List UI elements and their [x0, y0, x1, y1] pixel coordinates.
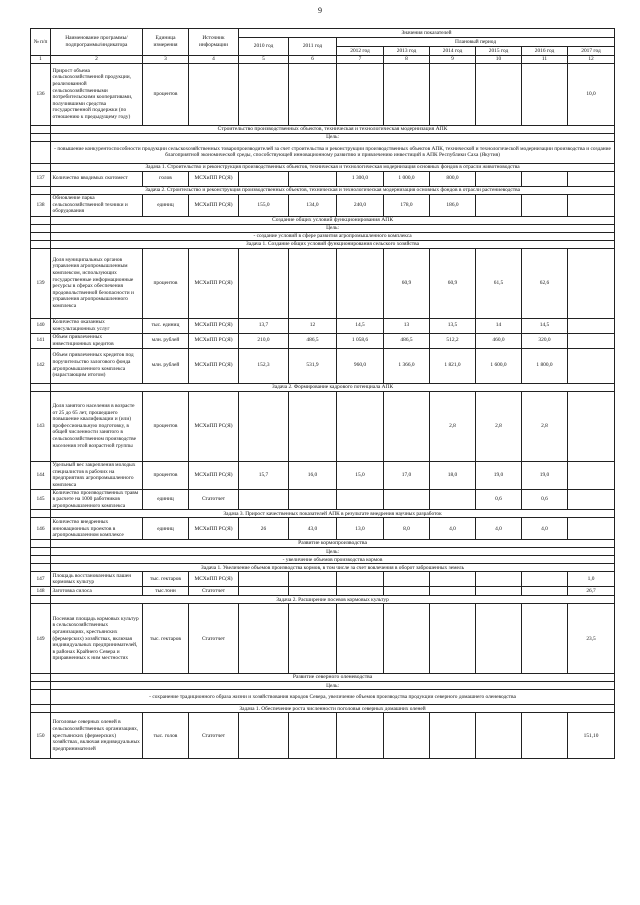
header-name: Наименование программы/подпрограммы/индикатора: [51, 29, 143, 56]
indicator-name: Удельный вес закрепления молодых специалистов в рабочих на предприятиях агропромышленного комплекса: [51, 461, 143, 489]
section-title: Строительство производственных объектов, техническая и технологическая модернизация АПК: [51, 125, 615, 133]
indicator-name: Объем привлеченных кредитов под поручительство залогового фонда агропромышленного комплекса (нарастающим итогом): [51, 348, 143, 383]
indicator-name: Доля муниципальных органов управления агропромышленным комплексом, использующих государственные информационные ресурсы в сферах обеспечения продовольственной безопасности и управления агропромышленного комплекса: [51, 248, 143, 318]
unit-cell: тыс. голов: [143, 713, 189, 759]
row-number: 150: [31, 713, 51, 759]
row-number-blank: [31, 548, 51, 556]
section-title-row: [31, 216, 615, 224]
value-cell: 8,0: [384, 518, 430, 540]
value-cell: 1 600,0: [476, 348, 522, 383]
table-row: [31, 318, 615, 333]
row-number-blank: [31, 674, 51, 682]
source-cell: Статотчет: [189, 587, 239, 596]
value-cell: [476, 194, 522, 216]
value-cell: [476, 171, 522, 186]
value-cell: 152,3: [239, 348, 289, 383]
table-row: [31, 461, 615, 489]
value-cell: 4,0: [430, 518, 476, 540]
value-cell: [289, 391, 337, 461]
value-cell: [522, 604, 568, 674]
value-cell: 23,5: [568, 604, 615, 674]
value-cell: [430, 489, 476, 510]
value-cell: 1 366,0: [384, 348, 430, 383]
value-cell: 62,6: [522, 248, 568, 318]
goal-label-row: [31, 682, 615, 690]
goal-label: Цель:: [51, 682, 615, 690]
table-row: [31, 333, 615, 348]
value-cell: 4,0: [522, 518, 568, 540]
value-cell: [384, 713, 430, 759]
value-cell: [239, 248, 289, 318]
value-cell: [289, 713, 337, 759]
source-cell: Статотчет: [189, 489, 239, 510]
task-title-row: [31, 163, 615, 171]
value-cell: 960,0: [337, 348, 384, 383]
column-number: 9: [430, 56, 476, 64]
value-cell: [568, 391, 615, 461]
task-title-row: [31, 705, 615, 713]
value-cell: [337, 489, 384, 510]
indicator-name: Количество производственных травм в расчете на 1000 работников агропромышленного комплекса: [51, 489, 143, 510]
value-cell: [568, 171, 615, 186]
goal-label: Цель:: [51, 548, 615, 556]
header-year: 2014 год: [430, 47, 476, 56]
value-cell: 1 000,0: [384, 171, 430, 186]
indicator-name: Объем привлеченных инвестиционных кредитов: [51, 333, 143, 348]
column-number: 12: [568, 56, 615, 64]
value-cell: [476, 713, 522, 759]
value-cell: [522, 63, 568, 125]
value-cell: [568, 348, 615, 383]
value-cell: [384, 604, 430, 674]
value-cell: [289, 604, 337, 674]
header-year: 2015 год: [476, 47, 522, 56]
source-cell: МСХиПП РС(Я): [189, 348, 239, 383]
column-number: 10: [476, 56, 522, 64]
unit-cell: тыс. единиц: [143, 318, 189, 333]
unit-cell: тыс. гектаров: [143, 604, 189, 674]
header-unit: Единица измерения: [143, 29, 189, 56]
goal-label-row: [31, 548, 615, 556]
value-cell: 486,5: [384, 333, 430, 348]
source-cell: МСХиПП РС(Я): [189, 194, 239, 216]
section-title-row: [31, 540, 615, 548]
goal-label: Цель:: [51, 224, 615, 232]
value-cell: 460,0: [476, 333, 522, 348]
row-number-blank: [31, 596, 51, 604]
value-cell: [337, 572, 384, 587]
section-title: Развитие северного оленеводства: [51, 674, 615, 682]
value-cell: 1 058,6: [337, 333, 384, 348]
row-number-blank: [31, 540, 51, 548]
value-cell: 0,6: [522, 489, 568, 510]
value-cell: [239, 572, 289, 587]
table-row: [31, 587, 615, 596]
value-cell: 210,0: [239, 333, 289, 348]
header-year: 2017 год: [568, 47, 615, 56]
value-cell: [289, 587, 337, 596]
goal-text-row: [31, 141, 615, 163]
header-source: Источник информации: [189, 29, 239, 56]
task-title: Задача 2. Формирование кадрового потенциала АПК: [51, 383, 615, 391]
task-title-row: [31, 510, 615, 518]
value-cell: 26: [239, 518, 289, 540]
row-number: 141: [31, 333, 51, 348]
indicator-name: Посевная площадь кормовых культур в сельскохозяйственных организациях, крестьянских (фермерских) хозяйствах, включая индивидуальных предпринимателей, в районах Крайнего Севера и приравненных к ним местностях: [51, 604, 143, 674]
indicators-table: [30, 28, 615, 759]
value-cell: 1,0: [568, 572, 615, 587]
value-cell: 0,6: [476, 489, 522, 510]
column-numbers-row: [31, 56, 615, 64]
source-cell: [189, 63, 239, 125]
value-cell: [568, 333, 615, 348]
row-number-blank: [31, 232, 51, 240]
value-cell: 1 800,0: [522, 348, 568, 383]
task-title: Задача 1. Строительство и реконструкция производственных объектов, техническая и технологическая модернизация основных фондов в отрасли животноводства: [51, 163, 615, 171]
row-number: 143: [31, 391, 51, 461]
value-cell: 16,0: [289, 461, 337, 489]
column-number: 11: [522, 56, 568, 64]
value-cell: 19,0: [476, 461, 522, 489]
section-title: Развитие кормопроизводства: [51, 540, 615, 548]
header-year: 2011 год: [289, 38, 337, 56]
value-cell: [476, 63, 522, 125]
value-cell: [337, 587, 384, 596]
source-cell: МСХиПП РС(Я): [189, 518, 239, 540]
indicator-name: Прирост объема сельскохозяйственной продукции, реализованной сельскохозяйственными потребительскими кооперативами, получившими средства государственной поддержки (по отношению к предыдущему году): [51, 63, 143, 125]
value-cell: [568, 194, 615, 216]
value-cell: 2,8: [430, 391, 476, 461]
row-number: 137: [31, 171, 51, 186]
table-row: [31, 489, 615, 510]
row-number: 140: [31, 318, 51, 333]
value-cell: [430, 604, 476, 674]
source-cell: МСХиПП РС(Я): [189, 171, 239, 186]
unit-cell: единиц: [143, 194, 189, 216]
indicator-name: Площадь восстановленных пашен кормовых культур: [51, 572, 143, 587]
value-cell: [239, 604, 289, 674]
value-cell: 26,7: [568, 587, 615, 596]
value-cell: 151,10: [568, 713, 615, 759]
value-cell: [384, 587, 430, 596]
value-cell: [337, 391, 384, 461]
value-cell: [522, 171, 568, 186]
value-cell: [289, 572, 337, 587]
section-title-row: [31, 674, 615, 682]
value-cell: [239, 63, 289, 125]
value-cell: 512,2: [430, 333, 476, 348]
row-number-blank: [31, 224, 51, 232]
row-number-blank: [31, 216, 51, 224]
value-cell: 486,5: [289, 333, 337, 348]
value-cell: [239, 489, 289, 510]
goal-label-row: [31, 133, 615, 141]
value-cell: 17,0: [384, 461, 430, 489]
column-number: 2: [51, 56, 143, 64]
task-title: Задача 3. Прирост качественных показателей АПК в результате внедрения научных разработок: [51, 510, 615, 518]
row-number-blank: [31, 125, 51, 133]
task-title: Задача 1. Обеспечение роста численности поголовья северных домашних оленей: [51, 705, 615, 713]
value-cell: 13: [384, 318, 430, 333]
value-cell: [384, 63, 430, 125]
source-cell: МСХиПП РС(Я): [189, 572, 239, 587]
row-number: 139: [31, 248, 51, 318]
value-cell: [568, 518, 615, 540]
row-number: 138: [31, 194, 51, 216]
task-title: Задача 2. Строительство и реконструкция производственных объектов, техническая и технологическая модернизация основных фондов в отрасли растениеводства: [51, 186, 615, 194]
goal-text: - создание условий в сфере развития агропромышленного комплекса: [51, 232, 615, 240]
row-number-blank: [31, 141, 51, 163]
value-cell: 15,7: [239, 461, 289, 489]
indicator-name: Заготовка силоса: [51, 587, 143, 596]
unit-cell: единиц: [143, 489, 189, 510]
header-year: 2013 год: [384, 47, 430, 56]
unit-cell: процентов: [143, 391, 189, 461]
source-cell: Статотчет: [189, 713, 239, 759]
header-values-group: Значения показателей: [239, 29, 615, 38]
row-number: 142: [31, 348, 51, 383]
goal-label: Цель:: [51, 133, 615, 141]
value-cell: 14,5: [522, 318, 568, 333]
header-year: 2012 год: [337, 47, 384, 56]
value-cell: [522, 713, 568, 759]
row-number: 145: [31, 489, 51, 510]
value-cell: [568, 248, 615, 318]
task-title: Задача 1. Увеличение объемов производства кормов, в том числе за счет вовлечения в оборот заброшенных земель: [51, 564, 615, 572]
column-number: 3: [143, 56, 189, 64]
header-planned-period: Плановый период: [337, 38, 615, 47]
goal-label-row: [31, 224, 615, 232]
row-number-blank: [31, 705, 51, 713]
value-cell: [289, 248, 337, 318]
source-cell: МСХиПП РС(Я): [189, 391, 239, 461]
goal-text-row: [31, 690, 615, 705]
column-number: 1: [31, 56, 51, 64]
header-year: 2016 год: [522, 47, 568, 56]
row-number-blank: [31, 682, 51, 690]
value-cell: [239, 171, 289, 186]
value-cell: [239, 587, 289, 596]
task-title: Задача 2. Расширение посевов кормовых культур: [51, 596, 615, 604]
task-title-row: [31, 186, 615, 194]
goal-text: - повышение конкурентоспособности продукции сельскохозяйственных товаропроизводителей за счет строительства и реконструкции производственных объектов АПК, технической и технологической модернизации производства и создание благоприятной экономической среды, способствующей инновационному развитию и привлечению инвестиций в АПК Республики Саха (Якутия): [51, 141, 615, 163]
value-cell: 19,0: [522, 461, 568, 489]
value-cell: [476, 572, 522, 587]
table-row: [31, 518, 615, 540]
table-row: [31, 572, 615, 587]
value-cell: 800,0: [430, 171, 476, 186]
source-cell: Статотчет: [189, 604, 239, 674]
value-cell: 14,5: [337, 318, 384, 333]
row-number-blank: [31, 240, 51, 248]
value-cell: [289, 63, 337, 125]
task-title-row: [31, 240, 615, 248]
value-cell: 14: [476, 318, 522, 333]
table-row: [31, 63, 615, 125]
table-row: [31, 391, 615, 461]
value-cell: 2,8: [476, 391, 522, 461]
value-cell: [337, 604, 384, 674]
value-cell: 531,9: [289, 348, 337, 383]
value-cell: [337, 248, 384, 318]
page-number: 9: [318, 6, 322, 15]
value-cell: [289, 171, 337, 186]
task-title-row: [31, 596, 615, 604]
unit-cell: млн. рублей: [143, 333, 189, 348]
value-cell: [430, 587, 476, 596]
value-cell: [337, 63, 384, 125]
value-cell: [522, 194, 568, 216]
table-row: [31, 713, 615, 759]
indicator-name: Количество вводимых скотомест: [51, 171, 143, 186]
value-cell: 320,0: [522, 333, 568, 348]
value-cell: [568, 318, 615, 333]
value-cell: 178,0: [384, 194, 430, 216]
value-cell: 10,0: [568, 63, 615, 125]
row-number: 149: [31, 604, 51, 674]
value-cell: 60,9: [430, 248, 476, 318]
row-number-blank: [31, 383, 51, 391]
unit-cell: голов: [143, 171, 189, 186]
row-number-blank: [31, 133, 51, 141]
value-cell: 18,0: [430, 461, 476, 489]
value-cell: [289, 489, 337, 510]
column-number: 4: [189, 56, 239, 64]
value-cell: 61,5: [476, 248, 522, 318]
value-cell: [239, 391, 289, 461]
value-cell: 2,8: [522, 391, 568, 461]
task-title: Задача 1. Создание общих условий функционирования сельского хозяйства: [51, 240, 615, 248]
section-title: Создание общих условий функционирования АПК: [51, 216, 615, 224]
value-cell: 13,7: [239, 318, 289, 333]
indicator-name: Количество оказанных консультационных услуг: [51, 318, 143, 333]
value-cell: [384, 489, 430, 510]
column-number: 8: [384, 56, 430, 64]
row-number-blank: [31, 690, 51, 705]
value-cell: 134,0: [289, 194, 337, 216]
goal-text: - сохранение традиционного образа жизни и хозяйствования народов Севера, увеличение объемов производства продукции северного домашнего оленеводства: [51, 690, 615, 705]
indicator-name: Доля занятого населения в возрасте от 25 до 65 лет, прошедшего повышение квалификации и (или) профессиональную подготовку, в общей численности занятого в сельскохозяйственном производстве населения этой возрастной группы: [51, 391, 143, 461]
value-cell: 4,0: [476, 518, 522, 540]
value-cell: 60,9: [384, 248, 430, 318]
indicator-name: Количество внедренных инновационных проектов в агропромышленном комплексе: [51, 518, 143, 540]
value-cell: 13,0: [337, 518, 384, 540]
table-row: [31, 248, 615, 318]
row-number-blank: [31, 556, 51, 564]
value-cell: 13,5: [430, 318, 476, 333]
table-row: [31, 604, 615, 674]
value-cell: 155,0: [239, 194, 289, 216]
row-number: 144: [31, 461, 51, 489]
unit-cell: тыс. гектаров: [143, 572, 189, 587]
value-cell: 15,0: [337, 461, 384, 489]
section-title-row: [31, 125, 615, 133]
task-title-row: [31, 564, 615, 572]
value-cell: [337, 713, 384, 759]
value-cell: 240,0: [337, 194, 384, 216]
value-cell: 186,0: [430, 194, 476, 216]
row-number: 136: [31, 63, 51, 125]
column-number: 5: [239, 56, 289, 64]
source-cell: МСХиПП РС(Я): [189, 318, 239, 333]
value-cell: [522, 572, 568, 587]
indicator-name: Обновление парка сельскохозяйственной техники и оборудования: [51, 194, 143, 216]
header-year: 2010 год: [239, 38, 289, 56]
value-cell: [568, 489, 615, 510]
column-number: 6: [289, 56, 337, 64]
task-title-row: [31, 383, 615, 391]
goal-text-row: [31, 232, 615, 240]
row-number: 147: [31, 572, 51, 587]
value-cell: 1 300,0: [337, 171, 384, 186]
unit-cell: млн. рублей: [143, 348, 189, 383]
value-cell: 43,0: [289, 518, 337, 540]
row-number-blank: [31, 163, 51, 171]
value-cell: [430, 713, 476, 759]
unit-cell: единиц: [143, 518, 189, 540]
row-number-blank: [31, 510, 51, 518]
unit-cell: процентов: [143, 63, 189, 125]
goal-text: - увеличение объемов производства кормов: [51, 556, 615, 564]
value-cell: [384, 391, 430, 461]
row-number: 148: [31, 587, 51, 596]
goal-text-row: [31, 556, 615, 564]
value-cell: [239, 713, 289, 759]
table-header: [31, 29, 615, 64]
source-cell: МСХиПП РС(Я): [189, 333, 239, 348]
header-no: № п/п: [31, 29, 51, 56]
table-row: [31, 348, 615, 383]
value-cell: [430, 572, 476, 587]
value-cell: [430, 63, 476, 125]
value-cell: [384, 572, 430, 587]
unit-cell: процентов: [143, 461, 189, 489]
unit-cell: процентов: [143, 248, 189, 318]
row-number-blank: [31, 186, 51, 194]
table-row: [31, 194, 615, 216]
value-cell: 12: [289, 318, 337, 333]
value-cell: [476, 604, 522, 674]
row-number-blank: [31, 564, 51, 572]
column-number: 7: [337, 56, 384, 64]
table-row: [31, 171, 615, 186]
table-body: [31, 63, 615, 759]
value-cell: [522, 587, 568, 596]
unit-cell: тыс.тонн: [143, 587, 189, 596]
source-cell: МСХиПП РС(Я): [189, 248, 239, 318]
row-number: 146: [31, 518, 51, 540]
indicator-name: Поголовье северных оленей в сельскохозяйственных организациях, крестьянских (фермерских) хозяйствах, включая индивидуальных предпринимателей: [51, 713, 143, 759]
value-cell: [568, 461, 615, 489]
source-cell: МСХиПП РС(Я): [189, 461, 239, 489]
value-cell: 1 821,0: [430, 348, 476, 383]
value-cell: [476, 587, 522, 596]
